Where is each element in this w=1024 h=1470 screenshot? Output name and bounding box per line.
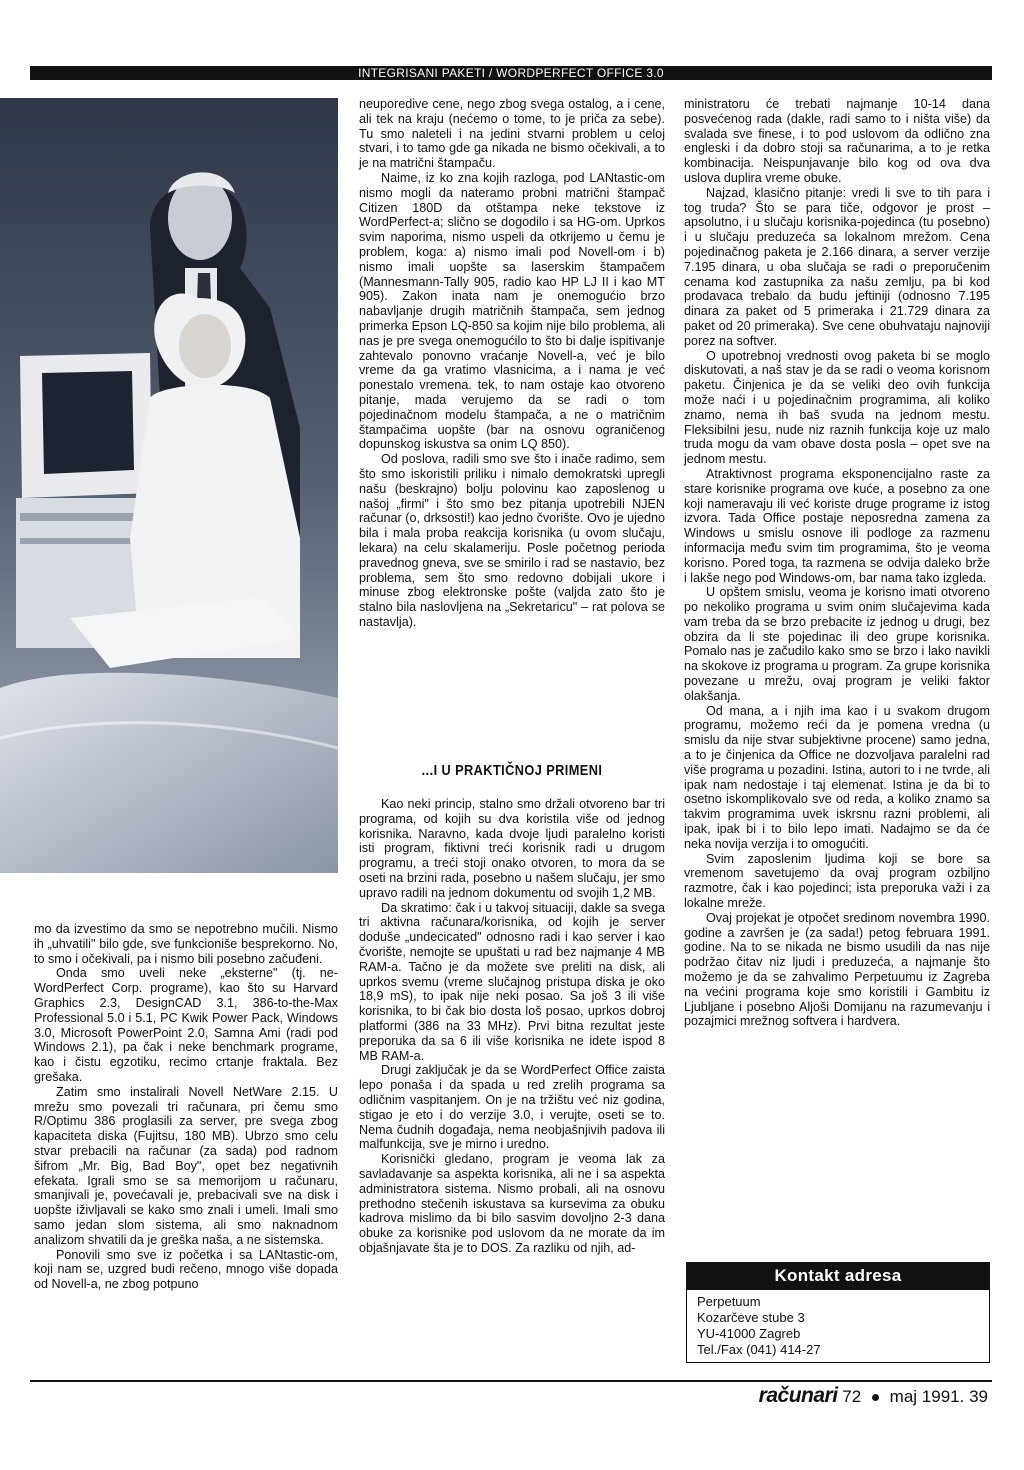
paragraph: neuporedive cene, nego zbog svega ostalog, a i cene, ali tek na kraju (nećemo o tome, to je priča za sebe). Tu smo naleteli i na jedini stvarni problem u celoj stvari, i to tamo gde ga nikada ne bismo očekivali, a to je na matrični štampaču. [359, 97, 665, 171]
paragraph: Kao neki princip, stalno smo držali otvoreno bar tri programa, od kojih su dva koristila više od jednog korisnika. Naravno, kada dvoje ljudi paralelno koristi isti program, fiktivni treći korisnik radi u drugom programu, a treći stoji onako otvoren, to mora da se oseti na brzini rada, posebno u našem slučaju, jer smo upravo radili na jednom dokumentu od svojih 1,2 MB. [359, 797, 665, 900]
column-3 [684, 97, 990, 1029]
column-2-lower [359, 797, 665, 1256]
contact-line: Perpetuum [697, 1294, 761, 1309]
bullet-icon [872, 1394, 879, 1401]
page-number: 39 [969, 1387, 988, 1406]
paragraph: U opštem smislu, veoma je korisno imati otvoreno po nekoliko programa u svim onim slučajevima kada vam treba da se brzo prebacite iz jednog u drugi, bez obzira da li ste pojedinac ili deo grupe korisnika. Pomalo nas je začudilo kako smo se brzo i lako navikli na skokove iz programa u program. Za grupe korisnika povezane u mrežu, ovaj program je veliki faktor olakšanja. [684, 585, 990, 703]
contact-line: YU-41000 Zagreb [697, 1326, 801, 1341]
paragraph: Ovaj projekat je otpočet sredinom novembra 1990. godine a završen je (za sada!) petog februara 1991. godine. Na to se nikada ne bismo usudili da nas nije podržao čitav niz ljudi i preduzeća, a najmanje što možemo je da se zahvalimo Perpetuumu iz Zagreba na većini programa koje smo koristili i Gambitu iz Ljubljane i posebno Aljoši Domijanu na razumevanju i pozajmici mrežnog softvera i hardvera. [684, 910, 990, 1029]
contact-line: Tel./Fax (041) 414-27 [697, 1342, 821, 1357]
bottom-rule [30, 1380, 992, 1382]
paragraph: mo da izvestimo da smo se nepotrebno mučili. Nismo ih „uhvatili" bilo gde, sve funkcioniše besprekorno. No, to smo i očekivali, pa i nismo bili posebno začuđeni. [34, 922, 338, 966]
column-1-continued [34, 922, 338, 1292]
paragraph: Onda smo uveli neke „eksterne" (tj. ne-WordPerfect Corp. programe), kao što su Harvard Graphics 2.3, DesignCAD 3.1, 386-to-the-Max Professional 5.0 i 5.1, PC Kwik Power Pack, Windows 3.0, Microsoft PowerPoint 2.0, Samna Ami (radi pod Windows 2.1), pa čak i neke benchmark programe, kao i čistu egzotiku, recimo crtanje fraktala. Bez grešaka. [34, 966, 338, 1084]
paragraph: Atraktivnost programa eksponencijalno raste za stare korisnike programa ove kuće, a posebno za one koji nameravaju ili već koriste druge programe iz istog izvora. Tada Office postaje neposredna zamena za Windows u smislu osnove ili podloge za razmenu informacija među svim tim programima, što je veoma korisno. Pored toga, ta razmena se odvija daleko brže i lakše nego pod Windows-om, bar nama tako izgleda. [684, 466, 990, 585]
paragraph: Od mana, a i njih ima kao i u svakom drugom programu, možemo reći da je pomena vredna (u smislu da nije stvar subjektivne procene) samo jedna, a to je činjenica da Office ne dozvoljava paralelni rad više programa u pozadini. Istina, autori to i ne tvrde, ali ipak nam nedostaje i taj elemenat. Istina je da bi to osetno iskomplikovalo sve od reda, a koliko znamo sa takvim programima uvek iskrsnu razni problemi, ali ipak, ipak bi i to bilo lepo imati. Nadajmo se da će neka novija verzija i to omogućiti. [684, 703, 990, 851]
photo-illustration [0, 98, 338, 873]
contact-title: Kontakt adresa [686, 1262, 990, 1290]
contact-box [686, 1262, 990, 1358]
paragraph: Korisnički gledano, program je veoma lak za savladavanje sa aspekta korisnika, ali ne i sa aspekta administratora sistema. Nismo probali, ali na osnovu prethodno stečenih iskustava sa kursevima za obuku kadrova mislimo da bi bilo sasvim dovoljno 2-3 dana obuke za korisnike pod uslovom da ne morate da im objašnjavate šta je to DOS. Za razliku od njih, ad- [359, 1152, 665, 1255]
contact-line: Kozarčeve stube 3 [697, 1310, 805, 1325]
paragraph: Naime, iz ko zna kojih razloga, pod LANtastic-om nismo mogli da nateramo probni matrični štampač Citizen 180D da otštampa neke tekstove iz WordPerfect-a; slično se dogodilo i sa HG-om. Uprkos svim naporima, nismo uspeli da otkrijemo u čemu je problem, koga: a) nismo imali pod Novell-om i b) nismo imali uopšte sa laserskim štampačem (Mannesmann-Tally 905, radio kao HP LJ II i kao MT 905). Zakon inata nam je onemogućio brzo nabavljanje drugih matričnih štampača, sem jednog primerka Epson LQ-850 sa kojim nije bilo problema, ali nas je pre svega onemogućilo to što bi dalje ispitivanje zahtevalo ponovno vraćanje Novell-a, već je bilo vreme da ga vratimo vlasnicima, a i nama je već ponestalo vremena. tek, to nam ostaje kao otvoreno pitanje, mada verujemo da se radi o tom pojedinačnom modelu štampača, a ne o matričnim štampačima uopšte (bar na osnovu ograničenog dopunskog iskustva sa onim LQ 850). [359, 170, 665, 452]
column-2 [359, 97, 665, 630]
page-footer [759, 1384, 988, 1408]
magazine-logo: računari [758, 1384, 838, 1407]
paragraph: ministratoru će trebati najmanje 10-14 dana posvećenog rada (dakle, radi samo to i ništa više) da svalada sve finese, i to pod uslovom da odlično zna engleski i da dobro stoji sa računarima, a to je retka kombinacija. Neispunjavanje bilo kog od ova dva uslova duplira vreme obuke. [684, 97, 990, 185]
article-photo [0, 98, 338, 873]
contact-body [686, 1290, 990, 1363]
paragraph: Da skratimo: čak i u takvoj situaciji, dakle sa svega tri aktivna računara/korisnika, od kojih je server dodušе „undecicated" odnosno radi i kao server i kao čvorište, nemojte se upuštati u rad bez najmanje 4 MB RAM-a. Tačno je da možete sve preliti na disk, ali uprkos svemu (vreme slučajnog pristupa diska je oko 18,9 mS), to ipak nije neki posao. Sa još 3 ili više korisnika, to bi čak bio dosta loš posao, uprkos dobroj platformi (386 na 33 MHz). Prvi bitna rezultat jeste preporuka da sa 6 ili više korisnika ne idete ispod 8 MB RAM-a. [359, 900, 665, 1063]
paragraph: Od poslova, radili smo sve što i inače radimo, sem što smo iskoristili priliku i nimalo demokratski upregli našu (beskrajno) bolju polovinu kao zaposlenog u našoj „firmi" i što smo bez pitanja upotrebili NJEN računar (o, drksosti!) kao jedno čvorište. Ovo je ujedno bila i mala proba reakcija korisnika (u ovom slučaju, lekara) na celu skalameriju. Posle početnog perioda pravednog gneva, sve se smirilo i rad se nastavio, bez problema, sem što smo redovno dobijali ukore i minuse zbog elektronske pošte (valjda zato što je stalno bila naslovljena na „Sekretaricu" – rat polova se nastavlja). [359, 452, 665, 629]
paragraph: Najzad, klasično pitanje: vredi li sve to tih para i tog truda? Što se para tiče, odgovor je prost – apsolutno, i u slučaju korisnika-pojedinca (tu posebno) i u slučaju preduzeća sa lokalnom mrežom. Cena pojedinačnog paketa je 2.166 dinara, a server verzije 7.195 dinara, u oba slučaja se radi o preporučenim cenama kod zastupnika za našu zemlju, pa bi kod prodavaca trebalo da budu jeftiniji (odnosno 7.195 dinara za paket od 5 primeraka i 21.729 dinara za paket od 20 primeraka). Sve cene obuhvataju najnoviji porez na softver. [684, 185, 990, 348]
section-heading: ...I U PRAKTIČNOJ PRIMENI [421, 762, 603, 779]
paragraph: Zatim smo instalirali Novell NetWare 2.15. U mrežu smo povezali tri računara, pri čemu smo R/Optimu 386 proglasili za server, pre svega zbog kapaciteta diska (Fujitsu, 180 MB). Ubrzo smo celu stvar prebacili na računar (za sada) pod radnom šifrom „Mr. Big, Bad Boy", opet bez negativnih efekata. Igrali smo se sa memorijom u računaru, smanjivali je, povećavali je, prebacivali sve na disk i uopšte iživljavali se kako smo znali i umeli. Imali smo samo jedan slom sistema, ali smo naknadnom analizom shvatili da je greška naša, a ne sistemska. [34, 1084, 338, 1247]
paragraph: Svim zaposlenim ljudima koji se bore sa vremenom savetujemo da ovaj program ozbiljno razmotre, čak i kao pojedinci; ista preporuka važi i za lokalne mreže. [684, 851, 990, 911]
paragraph: Drugi zaključak je da se WordPerfect Office zaista lepo ponaša i da spada u red zrelih programa sa odličnim vaspitanjem. On je na tržištu već niz godina, stigao je eto i do verzije 3.0, i verujte, oseti se to. Nema čudnih događaja, nema neobjašnjivih padova ili malfunkcija, sve je mirno i uredno. [359, 1063, 665, 1152]
section-header-title: INTEGRISANI PAKETI / WORDPERFECT OFFICE 3.0 [358, 66, 664, 80]
issue-date: maj 1991. [889, 1387, 965, 1406]
issue-number: 72 [842, 1387, 862, 1406]
paragraph: Ponovili smo sve iz početka i sa LANtastic-om, koji nam se, uzgred budi rečeno, mnogo više dopada od Novell-a, ne zbog potpuno [34, 1247, 338, 1292]
paragraph: O upotrebnoj vrednosti ovog paketa bi se moglo diskutovati, a naš stav je da se radi o veoma korisnom paketu. Činjenica je da se veliki deo ovih funkcija može naći i u pojedinačnim programima, ali koliko znamo, nema ih baš svuda na jednom mestu. Fleksibilni jesu, nude niz raznih funkcija koje uz malo truda mogu da vam obave dosta posla – opet sve na jednom mestu. [684, 348, 990, 467]
header-bar [30, 66, 992, 80]
